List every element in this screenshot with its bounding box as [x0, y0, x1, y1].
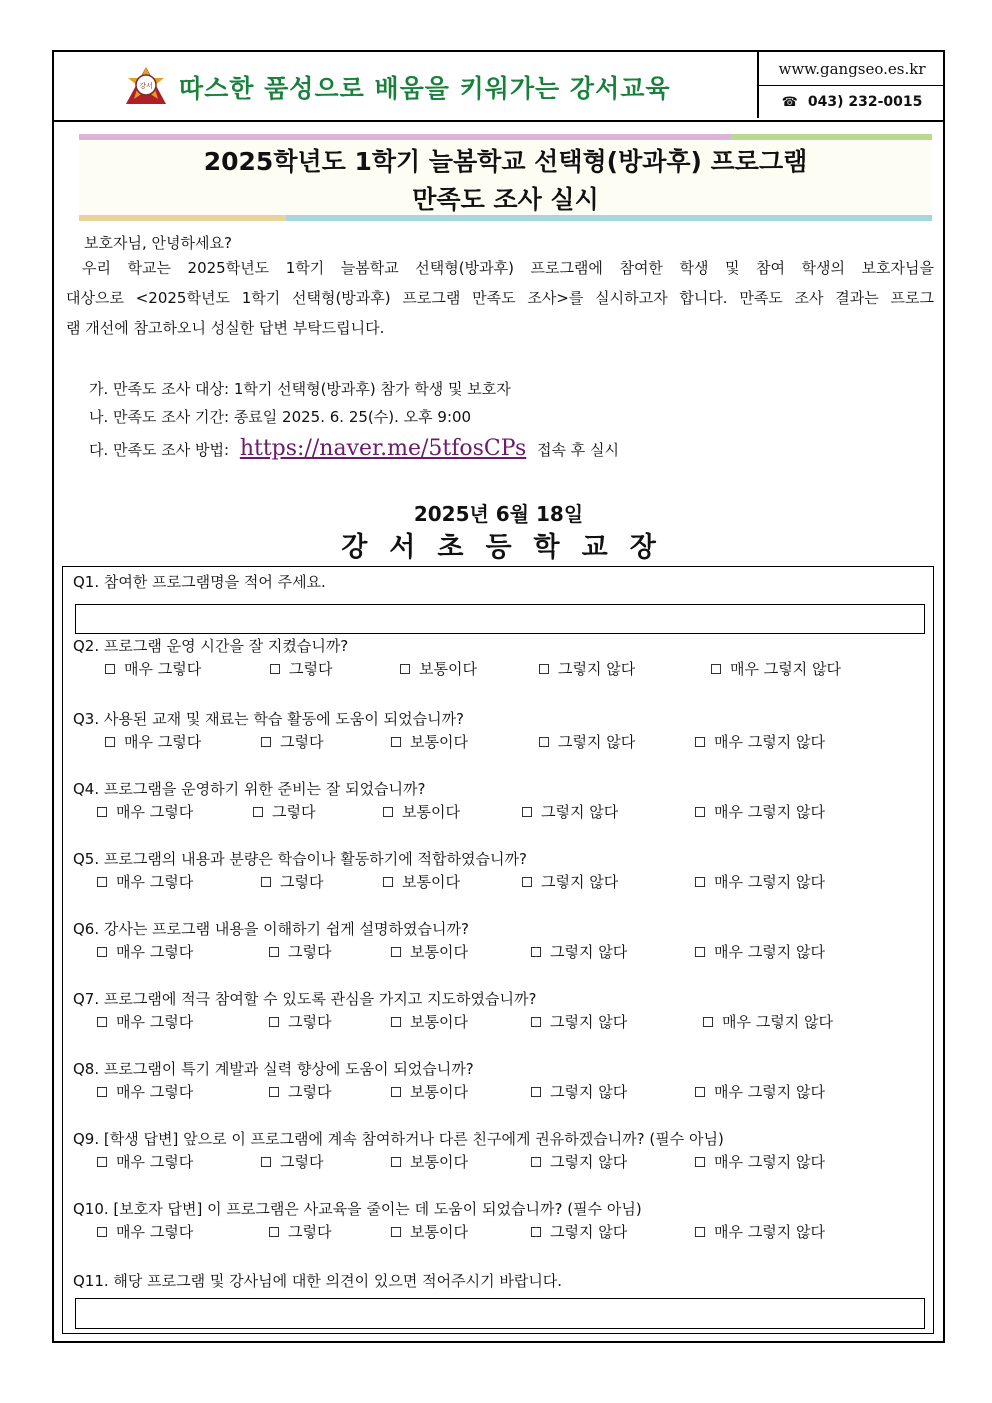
checkbox-icon[interactable]	[391, 737, 401, 747]
q7-option[interactable]	[97, 1011, 193, 1032]
checkbox-icon[interactable]	[695, 807, 705, 817]
greeting: 보호자님, 안녕하세요?	[84, 234, 232, 252]
q8-option[interactable]	[97, 1081, 193, 1102]
option-label: 그렇지 않다	[550, 1223, 628, 1241]
option-label: 보통이다	[410, 1083, 468, 1101]
option-label: 보통이다	[410, 1153, 468, 1171]
q2-option[interactable]	[270, 658, 332, 679]
option-label: 보통이다	[410, 1013, 468, 1031]
emblem-text: 강서	[139, 82, 153, 90]
checkbox-icon[interactable]	[261, 737, 271, 747]
checkbox-icon[interactable]	[391, 1227, 401, 1237]
checkbox-icon[interactable]	[531, 1227, 541, 1237]
survey-method	[89, 436, 619, 461]
q8-option[interactable]	[695, 1081, 825, 1102]
q6-option[interactable]	[269, 941, 331, 962]
q4-option[interactable]	[383, 801, 460, 822]
question-text: Q4. 프로그램을 운영하기 위한 준비는 잘 되었습니까?	[73, 780, 426, 798]
option-label: 매우 그렇지 않다	[714, 1223, 825, 1241]
checkbox-icon[interactable]	[97, 1157, 107, 1167]
checkbox-icon[interactable]	[269, 1227, 279, 1237]
question-text: Q9. [학생 답변] 앞으로 이 프로그램에 계속 참여하거나 다른 친구에게 권유하겠습니까? (필수 아님)	[73, 1130, 724, 1148]
option-label: 그렇지 않다	[550, 1153, 628, 1171]
title-bar-blue	[286, 215, 932, 221]
title-bar-green	[731, 134, 932, 140]
q4-option[interactable]	[253, 801, 315, 822]
q4-option[interactable]	[695, 801, 825, 822]
checkbox-icon[interactable]	[400, 664, 410, 674]
intro-line-3: 램 개선에 참고하오니 성실한 답변 부탁드립니다.	[66, 319, 385, 337]
option-label: 그렇지 않다	[541, 803, 619, 821]
q5-option[interactable]	[522, 871, 618, 892]
checkbox-icon[interactable]	[539, 737, 549, 747]
q7-option[interactable]	[391, 1011, 468, 1032]
option-label: 그렇다	[280, 733, 324, 751]
option-label: 그렇지 않다	[550, 1083, 628, 1101]
question-text: Q10. [보호자 답변] 이 프로그램은 사교육을 줄이는 데 도움이 되었습니까? (필수 아님)	[73, 1200, 642, 1218]
option-label: 그렇지 않다	[550, 943, 628, 961]
q2-option[interactable]	[400, 658, 477, 679]
q8-option[interactable]	[531, 1081, 627, 1102]
option-label: 그렇다	[288, 943, 332, 961]
checkbox-icon[interactable]	[695, 947, 705, 957]
checkbox-icon[interactable]	[522, 807, 532, 817]
checkbox-icon[interactable]	[711, 664, 721, 674]
q10-option[interactable]	[695, 1221, 825, 1242]
question-text: Q2. 프로그램 운영 시간을 잘 지켰습니까?	[73, 637, 349, 655]
q3-option[interactable]	[261, 731, 323, 752]
option-label: 그렇다	[288, 1013, 332, 1031]
option-label: 그렇지 않다	[558, 660, 636, 678]
option-label: 그렇다	[272, 803, 316, 821]
checkbox-icon[interactable]	[105, 664, 115, 674]
question-text: Q3. 사용된 교재 및 재료는 학습 활동에 도움이 되었습니까?	[73, 710, 465, 728]
survey-period: 나. 만족도 조사 기간: 종료일 2025. 6. 25(수). 오후 9:00	[89, 408, 472, 426]
checkbox-icon[interactable]	[531, 1157, 541, 1167]
option-label: 보통이다	[410, 943, 468, 961]
intro-line-1: 우리 학교는 2025학년도 1학기 늘봄학교 선택형(방과후) 프로그램에 참여한 학생 및 참여 학생의 보호자님을	[82, 259, 934, 277]
title-bar-pink	[79, 134, 731, 140]
checkbox-icon[interactable]	[539, 664, 549, 674]
option-label: 매우 그렇다	[116, 873, 194, 891]
q6-option[interactable]	[695, 941, 825, 962]
option-label: 그렇다	[288, 1083, 332, 1101]
option-label: 매우 그렇다	[124, 660, 202, 678]
option-label: 매우 그렇지 않다	[714, 873, 825, 891]
q9-option[interactable]	[97, 1151, 193, 1172]
checkbox-icon[interactable]	[269, 1017, 279, 1027]
checkbox-icon[interactable]	[695, 1157, 705, 1167]
checkbox-icon[interactable]	[391, 1157, 401, 1167]
phone-number	[759, 86, 945, 118]
checkbox-icon[interactable]	[97, 877, 107, 887]
principal-signature: 강서초등학교장	[341, 532, 678, 563]
q3-option[interactable]	[539, 731, 635, 752]
q5-option[interactable]	[97, 871, 193, 892]
school-emblem-icon	[124, 66, 168, 106]
option-label: 보통이다	[410, 733, 468, 751]
phone-text: 043) 232-0015	[807, 94, 923, 110]
checkbox-icon[interactable]	[383, 807, 393, 817]
q3-option[interactable]	[391, 731, 468, 752]
option-label: 그렇다	[288, 1223, 332, 1241]
option-label: 매우 그렇다	[116, 1223, 194, 1241]
checkbox-icon[interactable]	[261, 1157, 271, 1167]
checkbox-icon[interactable]	[97, 1087, 107, 1097]
q3-option[interactable]	[695, 731, 825, 752]
option-label: 매우 그렇다	[116, 1013, 194, 1031]
q1-answer-field[interactable]	[75, 604, 925, 634]
option-label: 보통이다	[402, 803, 460, 821]
q4-option[interactable]	[522, 801, 618, 822]
option-label: 매우 그렇지 않다	[730, 660, 841, 678]
q2-option[interactable]	[105, 658, 201, 679]
option-label: 매우 그렇다	[116, 943, 194, 961]
q10-option[interactable]	[391, 1221, 468, 1242]
checkbox-icon[interactable]	[97, 1227, 107, 1237]
option-label: 그렇지 않다	[558, 733, 636, 751]
checkbox-icon[interactable]	[695, 737, 705, 747]
option-label: 매우 그렇다	[124, 733, 202, 751]
contact-box	[757, 52, 945, 118]
survey-target: 가. 만족도 조사 대상: 1학기 선택형(방과후) 참가 학생 및 보호자	[89, 380, 511, 398]
option-label: 매우 그렇다	[116, 803, 194, 821]
checkbox-icon[interactable]	[522, 877, 532, 887]
issue-date: 2025년 6월 18일	[413, 502, 584, 526]
telephone-icon: ☎	[781, 94, 798, 110]
q9-option[interactable]	[695, 1151, 825, 1172]
intro-line-2: 대상으로 <2025학년도 1학기 선택형(방과후) 프로그램 만족도 조사>를 실시하고자 합니다. 만족도 조사 결과는 프로그	[66, 289, 934, 307]
q5-option[interactable]	[383, 871, 460, 892]
option-label: 매우 그렇다	[116, 1083, 194, 1101]
q7-option[interactable]	[269, 1011, 331, 1032]
checkbox-icon[interactable]	[695, 1227, 705, 1237]
notice-frame	[52, 50, 945, 1343]
option-label: 그렇지 않다	[550, 1013, 628, 1031]
website-link[interactable]: www.gangseo.es.kr	[759, 52, 945, 86]
q10-option[interactable]	[97, 1221, 193, 1242]
checkbox-icon[interactable]	[383, 877, 393, 887]
checkbox-icon[interactable]	[391, 1087, 401, 1097]
header	[54, 52, 943, 122]
option-label: 보통이다	[419, 660, 477, 678]
q10-option[interactable]	[531, 1221, 627, 1242]
question-text: Q8. 프로그램이 특기 계발과 실력 향상에 도움이 되었습니까?	[73, 1060, 474, 1078]
q2-option[interactable]	[539, 658, 635, 679]
checkbox-icon[interactable]	[703, 1017, 713, 1027]
option-label: 매우 그렇지 않다	[714, 1083, 825, 1101]
q8-option[interactable]	[391, 1081, 468, 1102]
checkbox-icon[interactable]	[97, 807, 107, 817]
q7-option[interactable]	[531, 1011, 627, 1032]
checkbox-icon[interactable]	[97, 947, 107, 957]
checkbox-icon[interactable]	[391, 947, 401, 957]
question-text: Q1. 참여한 프로그램명을 적어 주세요.	[73, 573, 326, 591]
option-label: 매우 그렇지 않다	[714, 1153, 825, 1171]
option-label: 보통이다	[402, 873, 460, 891]
question-text: Q7. 프로그램에 적극 참여할 수 있도록 관심을 가지고 지도하였습니까?	[73, 990, 537, 1008]
checkbox-icon[interactable]	[391, 1017, 401, 1027]
checkbox-icon[interactable]	[261, 877, 271, 887]
q9-option[interactable]	[531, 1151, 627, 1172]
q6-option[interactable]	[391, 941, 468, 962]
q10-option[interactable]	[269, 1221, 331, 1242]
checkbox-icon[interactable]	[531, 1087, 541, 1097]
q6-option[interactable]	[97, 941, 193, 962]
survey-method-suffix: 접속 후 실시	[537, 441, 620, 459]
checkbox-icon[interactable]	[695, 1087, 705, 1097]
q11-answer-field[interactable]	[75, 1298, 925, 1329]
option-label: 매우 그렇다	[116, 1153, 194, 1171]
checkbox-icon[interactable]	[97, 1017, 107, 1027]
option-label: 그렇다	[280, 1153, 324, 1171]
option-label: 매우 그렇지 않다	[714, 733, 825, 751]
page-title-line1: 2025학년도 1학기 늘봄학교 선택형(방과후) 프로그램	[203, 147, 808, 176]
option-label: 매우 그렇지 않다	[714, 803, 825, 821]
page-title-line2: 만족도 조사 실시	[412, 185, 599, 214]
question-text: Q11. 해당 프로그램 및 강사님에 대한 의견이 있으면 적어주시기 바랍니다.	[73, 1272, 563, 1290]
q8-option[interactable]	[269, 1081, 331, 1102]
question-text: Q6. 강사는 프로그램 내용을 이해하기 쉽게 설명하였습니까?	[73, 920, 469, 938]
question-text: Q5. 프로그램의 내용과 분량은 학습이나 활동하기에 적합하였습니까?	[73, 850, 527, 868]
checkbox-icon[interactable]	[270, 664, 280, 674]
checkbox-icon[interactable]	[695, 877, 705, 887]
q3-option[interactable]	[105, 731, 201, 752]
option-label: 그렇다	[280, 873, 324, 891]
option-label: 그렇다	[289, 660, 333, 678]
option-label: 그렇지 않다	[541, 873, 619, 891]
q9-option[interactable]	[261, 1151, 323, 1172]
survey-form	[62, 566, 934, 1334]
q5-option[interactable]	[695, 871, 825, 892]
survey-link[interactable]: https://naver.me/5tfosCPs	[239, 436, 527, 461]
checkbox-icon[interactable]	[269, 1087, 279, 1097]
q7-option[interactable]	[703, 1011, 833, 1032]
option-label: 매우 그렇지 않다	[714, 943, 825, 961]
checkbox-icon[interactable]	[531, 947, 541, 957]
title-bar-yellow	[79, 215, 286, 221]
slogan: 따스한 품성으로 배움을 키워가는 강서교육	[179, 74, 671, 103]
q4-option[interactable]	[97, 801, 193, 822]
checkbox-icon[interactable]	[531, 1017, 541, 1027]
q6-option[interactable]	[531, 941, 627, 962]
q2-option[interactable]	[711, 658, 841, 679]
checkbox-icon[interactable]	[105, 737, 115, 747]
q9-option[interactable]	[391, 1151, 468, 1172]
q5-option[interactable]	[261, 871, 323, 892]
survey-method-label: 다. 만족도 조사 방법:	[89, 441, 230, 459]
option-label: 보통이다	[410, 1223, 468, 1241]
option-label: 매우 그렇지 않다	[722, 1013, 833, 1031]
checkbox-icon[interactable]	[269, 947, 279, 957]
checkbox-icon[interactable]	[253, 807, 263, 817]
